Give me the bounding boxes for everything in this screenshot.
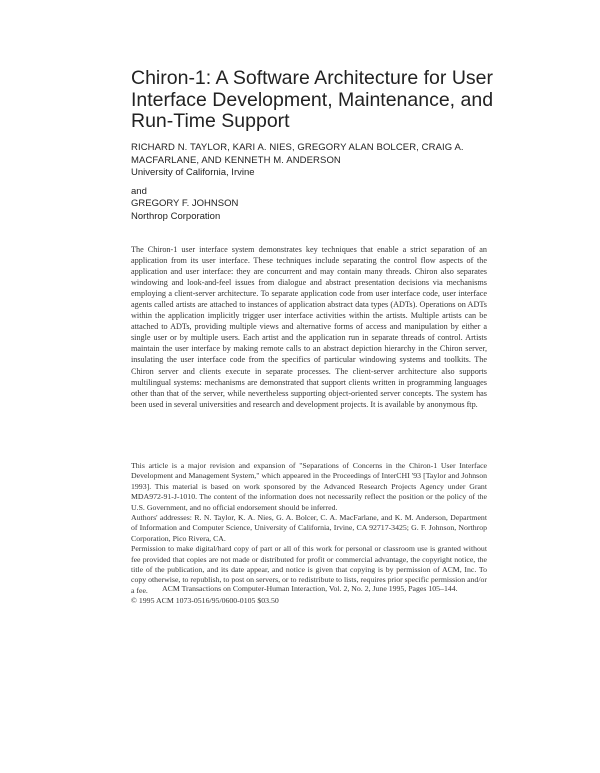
copyright-line: © 1995 ACM 1073-0516/95/0600-0105 $03.50 bbox=[131, 596, 279, 606]
affiliation-block bbox=[131, 167, 491, 223]
author-list: RICHARD N. TAYLOR, KARI A. NIES, GREGORY ALAN BOLCER, CRAIG A. MACFARLANE, AND KENNETH M. ANDERSON bbox=[131, 142, 464, 166]
affiliation-1: University of California, Irvine bbox=[131, 167, 255, 178]
journal-citation: ACM Transactions on Computer-Human Interaction, Vol. 2, No. 2, June 1995, Pages 105–144. bbox=[162, 584, 458, 593]
second-author: GREGORY F. JOHNSON bbox=[131, 198, 239, 209]
abstract-paragraph: The Chiron-1 user interface system demonstrates key techniques that enable a strict separation of an application from its user interface. These techniques include separating the control flow aspects of the application and user interface: they are concurrent and may contain many threads. Chiron also separates windowing and look-and-feel issues from dialogue and abstract presentation decisions via mechanisms employing a client-server architecture. To separate application code from user interface code, user interface agents called artists are attached to instances of application abstract data types (ADTs). Operations on ADTs within the application implicitly trigger user interface activities within the artists. Multiple artists can be attached to ADTs, providing multiple views and alternative forms of access and manipulation by either a single user or by multiple users. Each artist and the application run in separate threads of control. Artists maintain the user interface by making remote calls to an abstract depiction hierarchy in the Chiron server, insulating the user interface code from the specifics of particular windowing systems and toolkits. The Chiron server and clients execute in separate processes. The client-server architecture also supports multilingual systems: mechanisms are demonstrated that support clients written in programming languages other than that of the server, while nevertheless supporting object-oriented server concepts. The system has been used in several universities and research and development projects. It is available by anonymous ftp. bbox=[131, 245, 487, 409]
and-separator: and bbox=[131, 185, 147, 197]
affiliation-2: Northrop Corporation bbox=[131, 210, 221, 222]
paper-title: Chiron-1: A Software Architecture for User Interface Development, Maintenance, and Run-Time Support bbox=[131, 67, 494, 132]
footnote-revision-note: This article is a major revision and expansion of "Separations of Concerns in the Chiron-1 User Interface Development and Management System," which appeared in the Proceedings of InterCHI '93 [Taylor and Johnson 1993]. This material is based on work sponsored by the Advanced Research Projects Agency under Grant MDA972-91-J-1010. The content of the information does not necessarily reflect the position or the policy of the U.S. Government, and no official endorsement should be inferred. bbox=[131, 461, 487, 512]
footnote-permission-notice: Permission to make digital/hard copy of part or all of this work for personal or classroom use is granted without fee provided that copies are not made or distributed for profit or commercial advantage, the copyright notice, the title of the publication, and its date appear, and notice is given that copying is by permission of ACM, Inc. To copy otherwise, to republish, to post on servers, or to redistribute to lists, requires prior specific permission and/or a fee. bbox=[131, 544, 487, 595]
footnote-author-addresses: Authors' addresses: R. N. Taylor, K. A. Nies, G. A. Bolcer, C. A. MacFarlane, and K. M. Anderson, Department of Information and Computer Science, University of California, Irvine, CA 92717-3425; G. F. Johnson, Northrop Corporation, Pico Rivera, CA. bbox=[131, 513, 487, 543]
